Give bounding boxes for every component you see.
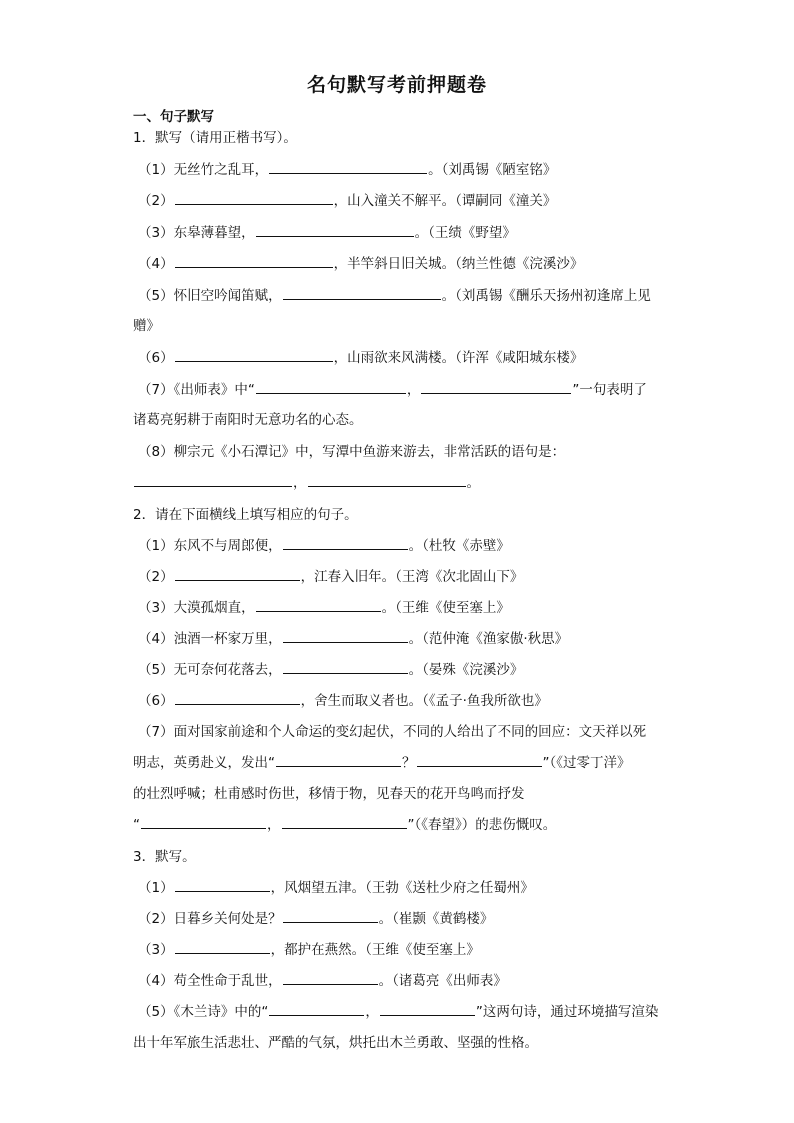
q1-item-1: （1）无丝竹之乱耳， 。（刘禹锡《陋室铭》 [138,162,557,178]
q2-item-7-line3: 的壮烈呼喊；杜甫感时伤世，移情于物，见春天的花开鸟鸣而抒发 [133,786,525,802]
q1-item-3: （3）东皋薄暮望， 。（王绩《野望》 [138,225,516,241]
q3-item-5-cont: 出十年军旅生活悲壮、严酷的气氛，烘托出木兰勇敢、坚强的性格。 [133,1035,538,1051]
q1-item-4: （4） ，半竿斜日旧关城。（纳兰性德《浣溪沙》 [138,256,584,272]
q2-item-5: （5）无可奈何花落去， 。（晏殊《浣溪沙》 [138,662,524,678]
question-1-heading: 1．默写（请用正楷书写）。 [133,130,297,146]
answer-blank[interactable] [269,161,427,174]
answer-blank[interactable] [283,910,378,923]
answer-blank[interactable] [380,1003,475,1016]
q3-item-5: （5）《木兰诗》中的“ ， ”这两句诗，通过环境描写渲染 [138,1004,659,1020]
q1-item-5-cont: 赠》 [133,318,160,334]
page-title: 名句默写考前押题卷 [306,74,487,96]
answer-blank[interactable] [141,816,266,829]
answer-blank[interactable] [283,537,408,550]
answer-blank[interactable] [269,1003,364,1016]
answer-blank[interactable] [134,474,292,487]
q2-item-2: （2） ，江春入旧年。（王湾《次北固山下》 [138,569,524,585]
q2-item-6: （6） ，舍生而取义者也。（《孟子·鱼我所欲也》 [138,693,548,709]
answer-blank[interactable] [256,599,381,612]
q2-item-1: （1）东风不与周郎便， 。（杜牧《赤壁》 [138,538,510,554]
answer-blank[interactable] [283,972,378,985]
q1-item-2: （2） ，山入潼关不解平。（谭嗣同《潼关》 [138,193,557,209]
answer-blank[interactable] [175,941,270,954]
answer-blank[interactable] [175,879,270,892]
q2-item-4: （4）浊酒一杯家万里， 。（范仲淹《渔家傲·秋思》 [138,631,569,647]
answer-blank[interactable] [175,192,333,205]
q1-item-8-blanks: ， 。 [133,474,480,492]
q2-item-7-line2: 明志，英勇赴义，发出“ ？ ”（《过零丁洋》 [133,755,631,771]
q1-item-7-cont: 诸葛亮躬耕于南阳时无意功名的心态。 [133,412,363,428]
answer-blank[interactable] [283,630,408,643]
answer-blank[interactable] [417,754,542,767]
q1-item-5: （5）怀旧空吟闻笛赋， 。（刘禹锡《酬乐天扬州初逢席上见 [138,288,651,304]
answer-blank[interactable] [282,816,407,829]
answer-blank[interactable] [175,255,333,268]
answer-blank[interactable] [175,692,300,705]
q2-item-3: （3）大漠孤烟直， 。（王维《使至塞上》 [138,600,510,616]
q2-item-7: （7）面对国家前途和个人命运的变幻起伏，不同的人给出了不同的回应：文天祥以死 [138,724,647,740]
answer-blank[interactable] [256,224,414,237]
question-2-heading: 2．请在下面横线上填写相应的句子。 [133,507,358,523]
answer-blank[interactable] [175,568,300,581]
answer-blank[interactable] [421,381,571,394]
answer-blank[interactable] [308,474,466,487]
q1-item-7: （7）《出师表》中“ ， ”一句表明了 [138,382,647,398]
q3-item-1: （1） ，风烟望五津。（王勃《送杜少府之任蜀州》 [138,880,534,896]
answer-blank[interactable] [283,661,408,674]
q1-item-6: （6） ，山雨欲来风满楼。（许浑《咸阳城东楼》 [138,350,584,366]
answer-blank[interactable] [175,349,333,362]
q3-item-4: （4）苟全性命于乱世， 。（诸葛亮《出师表》 [138,973,507,989]
answer-blank[interactable] [256,381,406,394]
q3-item-2: （2）日暮乡关何处是？ 。（崔颢《黄鹤楼》 [138,911,494,927]
q2-item-7-line4: “ ， ”（《春望》）的悲伤慨叹。 [133,817,557,833]
answer-blank[interactable] [283,287,441,300]
answer-blank[interactable] [276,754,401,767]
question-3-heading: 3．默写。 [133,849,196,865]
section-heading: 一、句子默写 [133,109,214,125]
q1-item-8: （8）柳宗元《小石潭记》中，写潭中鱼游来游去，非常活跃的语句是： [138,444,566,460]
q3-item-3: （3） ，都护在燕然。（王维《使至塞上》 [138,942,480,958]
